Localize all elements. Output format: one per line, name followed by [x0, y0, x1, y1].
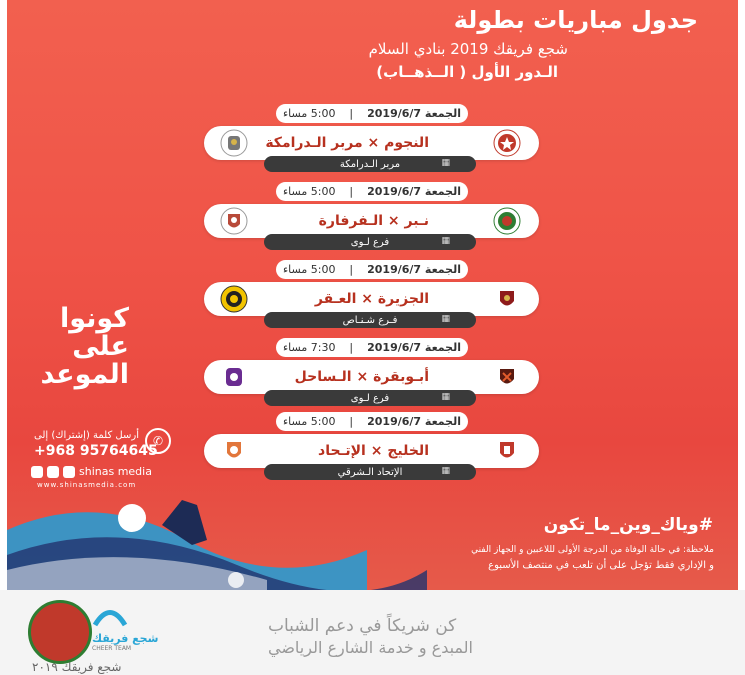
social-handle: shinas media: [79, 465, 152, 478]
match-time: 5:00 مساء: [283, 185, 336, 198]
cheer-team-logo-icon: [90, 600, 130, 630]
footer-tagline-1: كن شريكاً في دعم الشباب: [268, 616, 457, 636]
match-pill: [204, 360, 539, 394]
match-pill: [204, 204, 539, 238]
footer-tagline-2: المبدع و خدمة الشارع الرياضي: [268, 638, 473, 657]
team-logo-icon: [493, 363, 521, 391]
stadium-icon: ▦: [441, 236, 450, 246]
club-logo-icon: [28, 600, 92, 664]
match-card: [204, 260, 539, 330]
match-day: الجمعة 2019/6/7: [367, 341, 462, 354]
match-teams: أبـوبقرة × الـساحل: [294, 369, 429, 385]
poster-round: الـدور الأول ( الــذهــاب): [376, 63, 558, 81]
match-card: [204, 338, 539, 408]
match-day: الجمعة 2019/6/7: [367, 185, 462, 198]
match-pill: [204, 282, 539, 316]
match-teams: الخليج × الإتـحاد: [318, 443, 429, 459]
team-logo-icon: [220, 437, 248, 465]
whatsapp-text: أرسل كلمة (إشتراك) إلى: [34, 430, 139, 441]
separator: |: [349, 415, 354, 428]
match-card: [204, 182, 539, 252]
team-logo-icon: [493, 285, 521, 313]
match-day: الجمعة 2019/6/7: [367, 263, 462, 276]
match-datebar: [276, 104, 468, 123]
match-card: [204, 104, 539, 174]
stadium-icon: ▦: [441, 466, 450, 476]
hashtag: #وياك_وين_ما_تكون: [543, 515, 713, 535]
poster-subtitle: شجع فريقك 2019 بنادي السلام: [368, 40, 568, 58]
match-datebar: [276, 260, 468, 279]
match-datebar: [276, 182, 468, 201]
team-logo-icon: [220, 129, 248, 157]
venue-name: فرع لـوى: [350, 236, 390, 248]
team-logo-icon: [220, 285, 248, 313]
website-link[interactable]: www.shinasmedia.com: [37, 481, 137, 489]
match-teams: الجزيرة × العـقر: [314, 291, 429, 307]
team-logo-icon: [493, 207, 521, 235]
whatsapp-icon: ✆: [145, 428, 171, 454]
separator: |: [349, 341, 354, 354]
match-time: 5:00 مساء: [283, 263, 336, 276]
match-day: الجمعة 2019/6/7: [367, 107, 462, 120]
footer-brand: شجع فريقك: [92, 632, 159, 645]
team-logo-icon: [220, 207, 248, 235]
stadium-icon: ▦: [441, 314, 450, 324]
phone-number[interactable]: +968 95764645: [34, 443, 158, 459]
separator: |: [349, 263, 354, 276]
match-schedule-poster: [7, 0, 738, 590]
venue-name: مربر الـدرامكة: [339, 158, 401, 170]
match-venue: [264, 312, 476, 328]
separator: |: [349, 185, 354, 198]
match-teams: النجوم × مربر الـدرامكة: [265, 135, 429, 151]
venue-name: فرع لـوى: [350, 392, 390, 404]
slogan: كونوا على الموعد: [40, 303, 129, 390]
match-venue: [264, 156, 476, 172]
footer-team-label: CHEER TEAM: [92, 645, 132, 652]
match-pill: [204, 434, 539, 468]
match-time: 5:00 مساء: [283, 415, 336, 428]
venue-name: الإتحاد الـشرقي: [337, 466, 403, 478]
note-line-2: و الإداري فقط تؤجل على أن تلعب في منتصف الأسبوع: [488, 560, 714, 571]
match-datebar: [276, 412, 468, 431]
match-day: الجمعة 2019/6/7: [367, 415, 462, 428]
match-teams: نـبر × الـفرفارة: [318, 213, 429, 229]
note-line-1: ملاحظة: في حالة الوفاة من الدرجة الأولى لللاعبين و الجهاز الفني: [471, 545, 714, 555]
match-venue: [264, 390, 476, 406]
match-time: 7:30 مساء: [283, 341, 336, 354]
match-pill: [204, 126, 539, 160]
footer-brand-year: شجع فريقك ٢٠١٩: [32, 660, 122, 674]
stadium-icon: ▦: [441, 392, 450, 402]
team-logo-icon: [493, 437, 521, 465]
stadium-icon: ▦: [441, 158, 450, 168]
separator: |: [349, 107, 354, 120]
team-logo-icon: [220, 363, 248, 391]
match-venue: [264, 234, 476, 250]
match-time: 5:00 مساء: [283, 107, 336, 120]
team-logo-icon: [493, 129, 521, 157]
poster-title: جدول مباريات بطولة: [453, 6, 698, 34]
match-datebar: [276, 338, 468, 357]
venue-name: فـرع شـنـاص: [342, 314, 398, 326]
